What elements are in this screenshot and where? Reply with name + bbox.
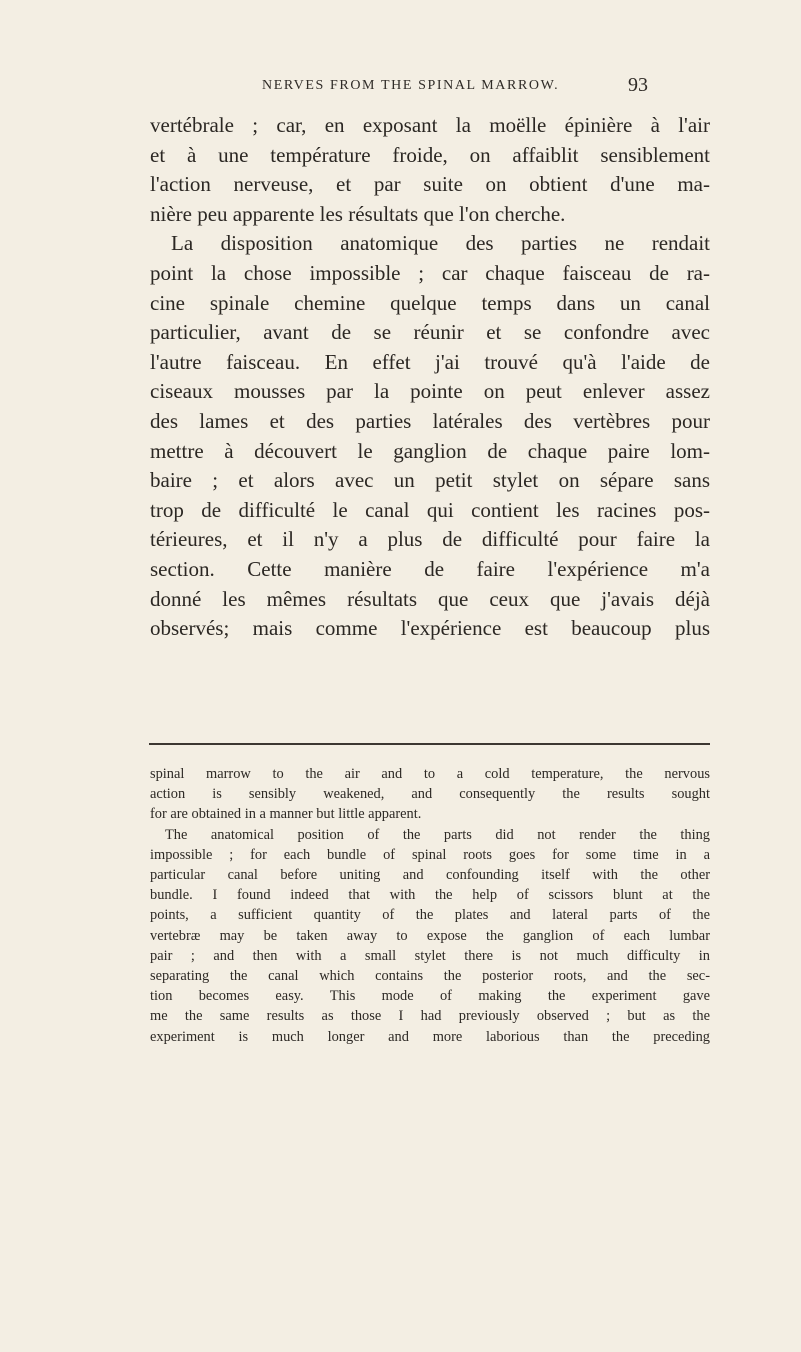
french-line: section. Cette manière de faire l'expérience m'a — [150, 556, 710, 581]
french-line: et à une température froide, on affaiblit sensiblement — [150, 142, 710, 167]
french-line: observés; mais comme l'expérience est beaucoup plus — [150, 616, 710, 641]
english-line: The anatomical position of the parts did not render the thing — [165, 826, 710, 843]
french-line: l'autre faisceau. En effet j'ai trouvé qu'à l'aide de — [150, 349, 710, 374]
french-line: nière peu apparente les résultats que l'on cherche. — [150, 201, 566, 226]
french-line: point la chose impossible ; car chaque faisceau de ra- — [150, 260, 710, 285]
english-line: tion becomes easy. This mode of making the experiment gave — [150, 988, 710, 1005]
french-line: des lames et des parties latérales des vertèbres pour — [150, 408, 710, 433]
english-line: pair ; and then with a small stylet there is not much difficulty in — [150, 947, 710, 964]
french-line: baire ; et alors avec un petit stylet on sépare sans — [150, 468, 710, 493]
french-line: donné les mêmes résultats que ceux que j'avais déjà — [150, 586, 710, 611]
running-title: NERVES FROM THE SPINAL MARROW. — [262, 78, 560, 93]
french-line: ciseaux mousses par la pointe on peut enlever assez — [150, 379, 710, 404]
french-line: mettre à découvert le ganglion de chaque paire lom- — [150, 438, 710, 463]
english-line: points, a sufficient quantity of the plates and lateral parts of the — [150, 907, 710, 924]
english-line: experiment is much longer and more laborious than the preceding — [150, 1028, 710, 1045]
english-line: me the same results as those I had previously observed ; but as the — [150, 1008, 710, 1025]
french-line: térieures, et il n'y a plus de difficulté pour faire la — [150, 527, 710, 552]
french-line: l'action nerveuse, et par suite on obtient d'une ma- — [150, 172, 710, 197]
english-line: spinal marrow to the air and to a cold temperature, the nervous — [150, 766, 710, 782]
french-line: particulier, avant de se réunir et se confondre avec — [150, 320, 710, 345]
page-number: 93 — [628, 74, 648, 96]
french-main-text — [150, 111, 710, 644]
english-line: impossible ; for each bundle of spinal roots goes for some time in a — [150, 846, 710, 863]
english-line: vertebræ may be taken away to expose the ganglion of each lumbar — [150, 927, 710, 944]
english-line: action is sensibly weakened, and consequently the results sought — [150, 786, 710, 803]
english-line: particular canal before uniting and confounding itself with the other — [150, 867, 710, 884]
french-line: cine spinale chemine quelque temps dans un canal — [150, 290, 710, 315]
english-translation — [150, 764, 710, 1047]
english-line: separating the canal which contains the posterior roots, and the sec- — [150, 968, 710, 985]
french-line: trop de difficulté le canal qui contient les racines pos- — [150, 497, 710, 522]
english-line: bundle. I found indeed that with the help of scissors blunt at the — [150, 887, 710, 904]
french-line: vertébrale ; car, en exposant la moëlle épinière à l'air — [150, 113, 710, 137]
french-line: La disposition anatomique des parties ne rendait — [171, 231, 710, 256]
footnote-divider — [149, 743, 710, 745]
english-line: for are obtained in a manner but little apparent. — [150, 806, 422, 823]
